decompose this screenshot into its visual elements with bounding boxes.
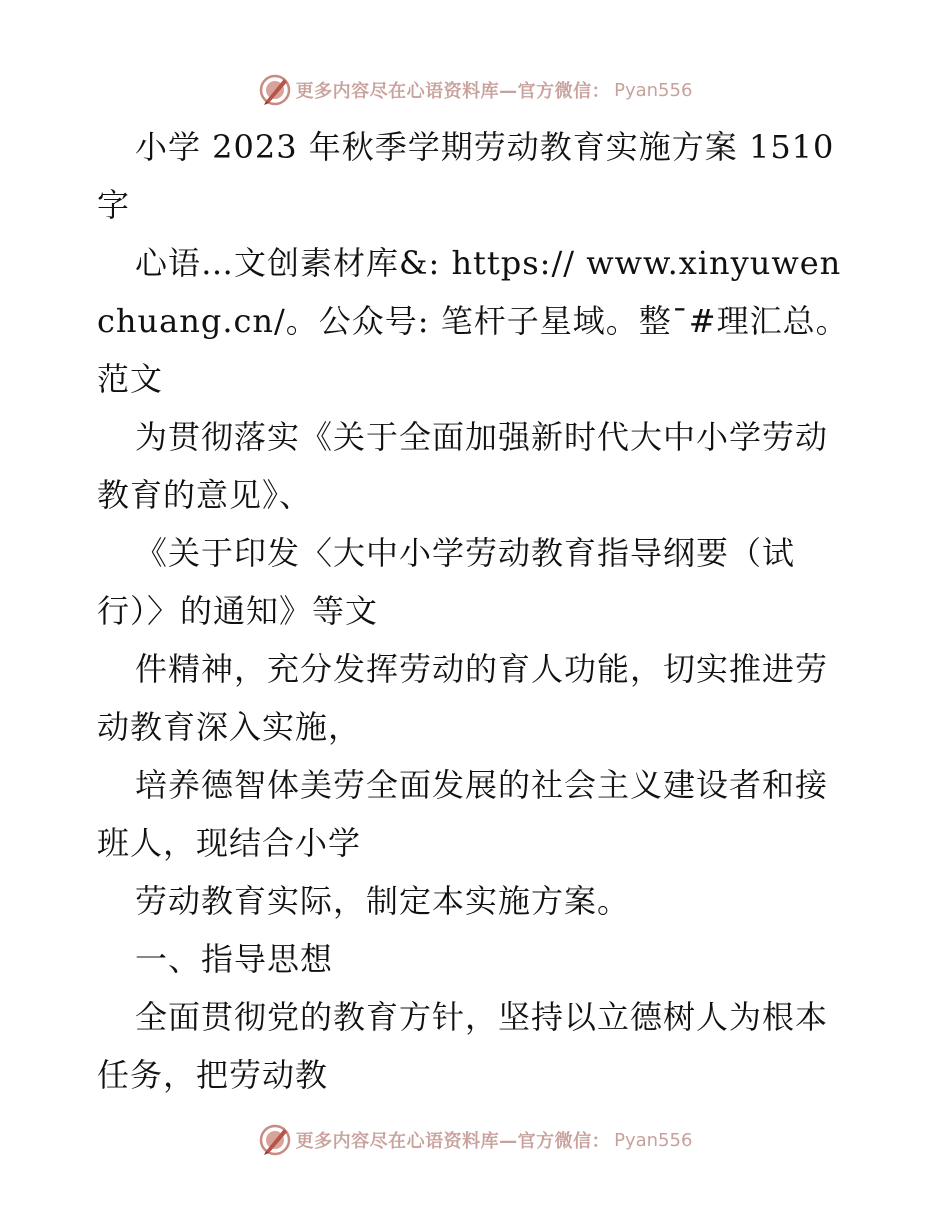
body-paragraph: 全面贯彻党的教育方针，坚持以立德树人为根本任务，把劳动教 [97, 998, 829, 1094]
watermark-wechat-id: Pyan556 [614, 1129, 693, 1151]
body-paragraph: 劳动教育实际，制定本实施方案。 [135, 882, 631, 920]
document-title: 小学 2023 年秋季学期劳动教育实施方案 1510 字 [97, 128, 835, 224]
watermark-footer [0, 1120, 950, 1160]
watermark-text: 更多内容尽在心语资料库—官方微信： [295, 1131, 611, 1152]
watermark-header [0, 70, 950, 110]
pen-circle-logo-icon [258, 73, 292, 107]
section-heading: 一、指导思想 [135, 940, 334, 978]
source-note: 心语…文创素材库&: https:// www.xinyuwenchuang.cn/。公众号: 笔杆子星域。整¯#理汇总。范文 [97, 244, 849, 398]
body-paragraph: 件精神，充分发挥劳动的育人功能，切实推进劳动教育深入实施， [97, 650, 829, 746]
watermark-text: 更多内容尽在心语资料库—官方微信： [295, 81, 611, 102]
body-paragraph: 《关于印发〈大中小学劳动教育指导纲要（试行）〉的通知》等文 [97, 534, 796, 630]
body-paragraph: 为贯彻落实《关于全面加强新时代大中小学劳动教育的意见》、 [97, 418, 829, 514]
pen-circle-logo-icon [258, 1123, 292, 1157]
watermark-wechat-id: Pyan556 [614, 79, 693, 101]
body-paragraph: 培养德智体美劳全面发展的社会主义建设者和接班人，现结合小学 [97, 766, 829, 862]
document-body [97, 118, 857, 1104]
